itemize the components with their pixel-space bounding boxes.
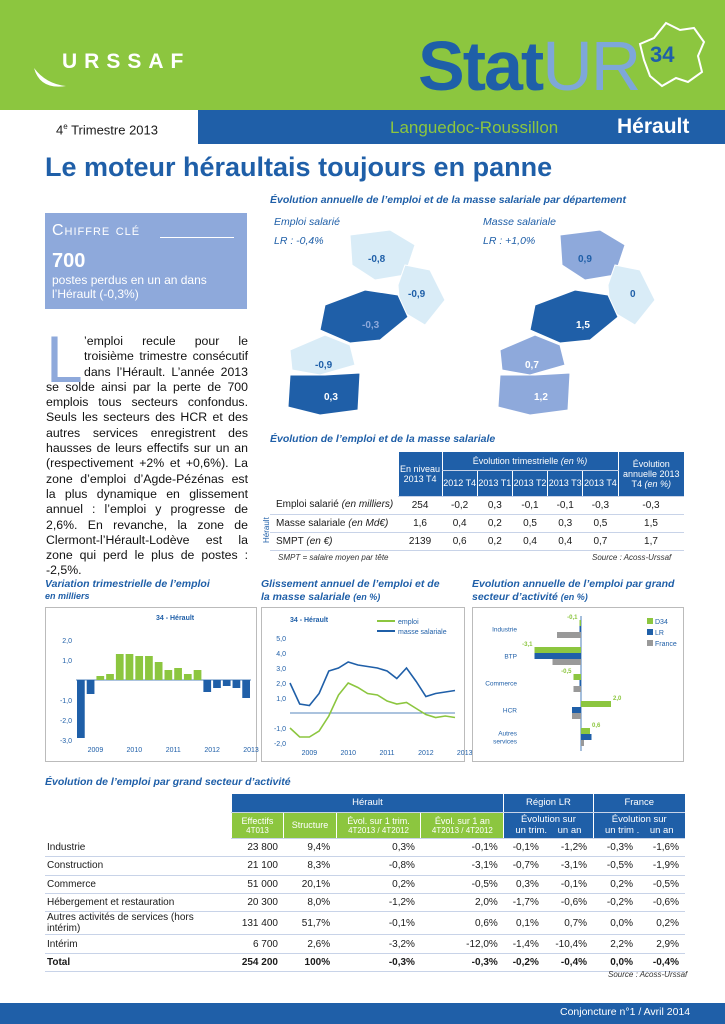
- t1-h-quarterly: Évolution trimestrielle (en %): [442, 452, 618, 470]
- table-cell: 8,3%: [284, 857, 336, 875]
- table-row: [45, 953, 685, 971]
- table-cell: Intérim: [45, 935, 231, 953]
- map-left-v3: -0,9: [315, 360, 333, 371]
- chart3-category-label: services: [493, 738, 517, 746]
- chart-sectors: [472, 607, 684, 762]
- table-cell: 20,1%: [284, 875, 336, 893]
- t1-note: SMPT = salaire moyen par tête: [278, 553, 389, 562]
- map-right-v3: 0,7: [525, 360, 539, 371]
- chart1-xtick: 2010: [126, 747, 143, 754]
- department-label: Hérault: [617, 115, 690, 138]
- page-title: Le moteur héraultais toujours en panne: [45, 152, 553, 182]
- key-figure-text: postes perdus en un an dans l’Hérault (-0,3%): [52, 273, 207, 301]
- chart3-bar: [581, 701, 611, 707]
- table-cell: -3,1%: [545, 857, 593, 875]
- chart1-bar: [242, 680, 250, 698]
- chart3-bar: [535, 653, 582, 659]
- chart1-bar: [135, 656, 143, 680]
- chart3-bar: [574, 674, 582, 680]
- chart3-legend-label: LR: [655, 630, 664, 637]
- chart3-category-label: Autres: [498, 730, 517, 738]
- chart1-subtitle: en milliers: [45, 591, 90, 601]
- table-cell: 131 400: [231, 912, 284, 935]
- table-cell: -1,4%: [504, 935, 545, 953]
- chart1-xtick: 2013: [243, 747, 259, 754]
- chart-annual-slide: [261, 607, 473, 762]
- table-cell: Autres activités de services (hors intérim): [45, 912, 231, 935]
- t2-h-region-sub: Évolution sur un trim. un an: [504, 812, 593, 838]
- chart1-bar: [116, 654, 124, 680]
- table-cell: 51,7%: [284, 912, 336, 935]
- chart1-inner-title: 34 - Hérault: [156, 615, 195, 622]
- t2-h-evol-trim: Évol. sur 1 trim. 4T2013 / 4T2012: [336, 812, 421, 838]
- table1-title: Évolution de l’emploi et de la masse salariale: [270, 433, 496, 445]
- table-cell: -0,4%: [639, 953, 685, 971]
- table-cell: -0,5%: [421, 875, 504, 893]
- t1-h-q1: 2013 T1: [477, 470, 512, 496]
- chart3-bar: [553, 659, 582, 665]
- t2-h-structure: Structure: [284, 812, 336, 838]
- table-cell: 2,6%: [284, 935, 336, 953]
- t2-h-effectifs: Effectifs 4T013: [231, 812, 284, 838]
- sector-employment-table: [45, 794, 685, 972]
- table-cell: -0,7%: [504, 857, 545, 875]
- table-cell: 0,2%: [593, 875, 639, 893]
- chart2-ytick: 2,0: [276, 681, 286, 688]
- table-cell: 20 300: [231, 894, 284, 912]
- chart3-legend-label: D34: [655, 619, 668, 626]
- chart1-ytick: -3,0: [59, 738, 72, 745]
- t2-h-france: France: [593, 794, 685, 812]
- chart1-xtick: 2012: [204, 747, 220, 754]
- chart1-bar: [106, 674, 114, 680]
- chart3-data-label: -3,1: [522, 642, 533, 648]
- chart1-bar: [194, 670, 202, 680]
- chart3-bar: [581, 740, 584, 746]
- chart2-ytick: 3,0: [276, 666, 286, 673]
- map-left-lr: LR : -0,4%: [274, 235, 324, 247]
- table-cell: -0,4%: [545, 953, 593, 971]
- t1-h-q3: 2013 T3: [548, 470, 583, 496]
- table-cell: -0,6%: [639, 894, 685, 912]
- chart1-ytick: 2,0: [62, 638, 72, 645]
- chart1-ytick: -2,0: [59, 718, 72, 725]
- chart1-bar: [233, 680, 241, 688]
- t1-side-label: Hérault: [262, 517, 271, 543]
- table-cell: 0,0%: [593, 953, 639, 971]
- chart2-xtick: 2011: [379, 750, 395, 757]
- chart3-category-label: HCR: [502, 707, 517, 715]
- chart2-xtick: 2012: [418, 750, 434, 757]
- table-cell: Hébergement et restauration: [45, 894, 231, 912]
- statur-brand: [418, 26, 639, 106]
- table-cell: 254 200: [231, 953, 284, 971]
- table-cell: 2,9%: [639, 935, 685, 953]
- chart2-title: Glissement annuel de l’emploi et de la masse salariale (en %): [261, 578, 440, 603]
- chart1-bar: [203, 680, 211, 692]
- footer-text: Conjoncture n°1 / Avril 2014: [560, 1006, 691, 1018]
- brand-ur: UR: [542, 27, 640, 105]
- table-row: SMPT (en €) 2139 0,6 0,2 0,4 0,4 0,7 1,7: [270, 532, 684, 550]
- key-figure-value: 700: [52, 250, 86, 272]
- table-row: [45, 894, 685, 912]
- table-row: Emploi salarié (en milliers) 254 -0,2 0,3 -0,1 -0,1 -0,3 -0,3: [270, 496, 684, 514]
- table-cell: 100%: [284, 953, 336, 971]
- chart1-bar: [184, 674, 192, 680]
- chart1-bar: [87, 680, 95, 694]
- table-cell: -0,3%: [421, 953, 504, 971]
- table-cell: -3,1%: [421, 857, 504, 875]
- table-cell: -0,1%: [504, 838, 545, 856]
- chart1-bar: [223, 680, 231, 686]
- chart3-bar: [580, 620, 582, 626]
- chart1-ytick: -1,0: [59, 698, 72, 705]
- chart3-bar: [580, 626, 582, 632]
- department-maps: [280, 225, 700, 425]
- chart1-bar: [213, 680, 221, 688]
- chart3-data-label: -0,5: [561, 669, 572, 675]
- map-right-v4: 1,2: [534, 392, 548, 403]
- table-cell: -0,5%: [639, 875, 685, 893]
- map-left-v4: 0,3: [324, 392, 338, 403]
- chart3-bar: [535, 647, 582, 653]
- chart1-ytick: 1,0: [62, 658, 72, 665]
- table-cell: 2,0%: [421, 894, 504, 912]
- chart2-legend-label: masse salariale: [398, 629, 447, 636]
- t1-h-level: En niveau 2013 T4: [398, 452, 442, 496]
- chart3-legend-swatch: [647, 629, 653, 635]
- chart2-ytick: 1,0: [276, 696, 286, 703]
- table-cell: Industrie: [45, 838, 231, 856]
- chart3-legend-swatch: [647, 618, 653, 624]
- table-cell: -0,1%: [545, 875, 593, 893]
- table-cell: 8,0%: [284, 894, 336, 912]
- chart2-series-line: [290, 683, 455, 737]
- quarter-label: 4e Trimestre 2013: [56, 122, 159, 138]
- map-left: [288, 230, 445, 415]
- table-cell: -0,8%: [336, 857, 421, 875]
- chart2-series-line: [290, 662, 455, 706]
- chart3-legend-swatch: [647, 640, 653, 646]
- chart1-bar: [126, 654, 134, 680]
- chart3-bar: [572, 707, 581, 713]
- map-right-lr: LR : +1,0%: [483, 235, 536, 247]
- map-right-v2: 1,5: [576, 320, 590, 331]
- chart3-category-label: Commerce: [485, 680, 517, 688]
- chart3-legend-label: France: [655, 641, 677, 648]
- chart1-xtick: 2009: [87, 747, 104, 754]
- map-right-herault: [530, 290, 618, 343]
- employment-wage-table: [270, 452, 684, 551]
- chart1-bar: [96, 676, 104, 680]
- table-cell: Total: [45, 953, 231, 971]
- chart1-bar: [77, 680, 85, 738]
- table-cell: 0,3%: [336, 838, 421, 856]
- map-right-title: Masse salariale: [483, 216, 556, 228]
- table-cell: -0,3%: [593, 838, 639, 856]
- table-cell: -1,6%: [639, 838, 685, 856]
- chart2-inner-title: 34 - Hérault: [290, 617, 329, 624]
- table-cell: -0,6%: [545, 894, 593, 912]
- chart3-bar: [581, 728, 590, 734]
- table-cell: 0,2%: [639, 912, 685, 935]
- table-cell: -1,9%: [639, 857, 685, 875]
- chart3-data-label: 2,0: [613, 696, 622, 702]
- table-cell: Commerce: [45, 875, 231, 893]
- chart3-category-label: Industrie: [492, 626, 517, 634]
- table-cell: 21 100: [231, 857, 284, 875]
- t1-h-q0: 2012 T4: [442, 470, 477, 496]
- chart2-xtick: 2010: [340, 750, 357, 757]
- chart3-bar: [557, 632, 581, 638]
- map-left-v2: -0,3: [362, 320, 380, 331]
- table-cell: -1,2%: [336, 894, 421, 912]
- t2-h-region: Région LR: [504, 794, 593, 812]
- table-cell: -0,1%: [336, 912, 421, 935]
- chart3-bar: [572, 713, 581, 719]
- chart3-bar: [580, 680, 582, 686]
- t2-h-france-sub: Évolution sur un trim . un an: [593, 812, 685, 838]
- dept-number: 34: [650, 42, 675, 67]
- table-cell: 6 700: [231, 935, 284, 953]
- key-figure-label: Chiffre clé: [52, 222, 141, 239]
- chart2-legend-label: emploi: [398, 619, 419, 626]
- maps-title: Évolution annuelle de l’emploi et de la masse salariale par département: [270, 194, 626, 206]
- table-row: [45, 838, 685, 856]
- table-cell: 0,1%: [504, 912, 545, 935]
- chart1-title: Variation trimestrielle de l’emploi: [45, 578, 210, 590]
- region-label: Languedoc-Roussillon: [390, 118, 559, 137]
- map-right-v0: 0,9: [578, 254, 592, 265]
- table-cell: -0,2%: [504, 953, 545, 971]
- chart3-bar: [581, 734, 592, 740]
- chart2-ytick: 4,0: [276, 651, 286, 658]
- chart1-bar: [145, 656, 153, 680]
- table-cell: -12,0%: [421, 935, 504, 953]
- table-cell: -3,2%: [336, 935, 421, 953]
- map-left-v0: -0,8: [368, 254, 386, 265]
- brand-stat: Stat: [418, 27, 543, 105]
- map-right-v1: 0: [630, 289, 636, 300]
- map-left-herault: [320, 290, 408, 343]
- chart1-bar: [165, 670, 173, 680]
- chart3-bar: [574, 686, 582, 692]
- key-figure-rule: [160, 237, 234, 238]
- table-row: [45, 875, 685, 893]
- table-cell: 0,3%: [504, 875, 545, 893]
- table-cell: -10,4%: [545, 935, 593, 953]
- chart3-category-label: BTP: [504, 653, 517, 661]
- table2-title: Évolution de l’emploi par grand secteur d’activité: [45, 776, 291, 788]
- table-row: [45, 857, 685, 875]
- table-cell: 0,0%: [593, 912, 639, 935]
- map-left-title: Emploi salarié: [274, 216, 340, 228]
- table-cell: Construction: [45, 857, 231, 875]
- chart2-xtick: 2013: [456, 750, 473, 757]
- table-cell: 0,6%: [421, 912, 504, 935]
- table-cell: 51 000: [231, 875, 284, 893]
- chart1-bar: [155, 662, 163, 680]
- table-row: [45, 912, 685, 935]
- chart-quarterly-employment: [45, 607, 257, 762]
- table-cell: -1,7%: [504, 894, 545, 912]
- drop-cap: L: [46, 322, 83, 396]
- table-cell: -0,3%: [336, 953, 421, 971]
- table-row: [45, 935, 685, 953]
- map-left-v1: -0,9: [408, 289, 426, 300]
- table-cell: -0,1%: [421, 838, 504, 856]
- chart1-bar: [174, 668, 182, 680]
- chart3-data-label: -0,1: [567, 615, 578, 621]
- t1-h-annual: Évolution annuelle 2013 T4 (en %): [618, 452, 684, 496]
- table-row: Masse salariale (en Md€) 1,6 0,4 0,2 0,5 0,3 0,5 1,5: [270, 514, 684, 532]
- table-cell: -1,2%: [545, 838, 593, 856]
- table-cell: 9,4%: [284, 838, 336, 856]
- t2-h-herault: Hérault: [231, 794, 504, 812]
- bar-divider: [198, 110, 202, 144]
- chart2-ytick: -1,0: [273, 726, 286, 733]
- chart3-data-label: 0,6: [592, 723, 601, 729]
- chart2-ytick: -2,0: [273, 741, 286, 748]
- table-cell: -0,2%: [593, 894, 639, 912]
- map-right: [498, 230, 655, 415]
- chart2-xtick: 2009: [301, 750, 318, 757]
- table-cell: 0,2%: [336, 875, 421, 893]
- t2-h-evol-an: Évol. sur 1 an 4T2013 / 4T2012: [421, 812, 504, 838]
- urssaf-logo-text: URSSAF: [62, 50, 191, 73]
- table-cell: 0,7%: [545, 912, 593, 935]
- table-cell: -0,5%: [593, 857, 639, 875]
- lead-paragraph: ’emploi recule pour le troisième trimestre consécutif dans l’Hérault. L’année 2013 se solde ainsi par la perte de 700 emplois tous secteurs confondus. Seuls les secteurs des HCR et des autres services enregistrent des hausses de leurs effectifs sur un an (respectivement +2% et +0,6%). La zone d’emploi d’Agde-Pézénas est la plus dynamique en glissement annuel : l’emploi y progresse de 2,6%. En revanche, la zone de Clermont-l’Hérault-Lodève est la zone qui perd le plus de postes : -2,5%.: [46, 334, 248, 578]
- t2-source: Source : Acoss-Urssaf: [608, 970, 688, 979]
- chart1-xtick: 2011: [165, 747, 181, 754]
- t1-h-q4: 2013 T4: [583, 470, 618, 496]
- t1-h-q2: 2013 T2: [512, 470, 547, 496]
- t1-source: Source : Acoss-Urssaf: [592, 553, 672, 562]
- table-cell: 23 800: [231, 838, 284, 856]
- chart2-ytick: 5,0: [276, 636, 286, 643]
- chart3-title: Evolution annuelle de l’emploi par grand secteur d’activité (en %): [472, 578, 675, 603]
- table-cell: 2,2%: [593, 935, 639, 953]
